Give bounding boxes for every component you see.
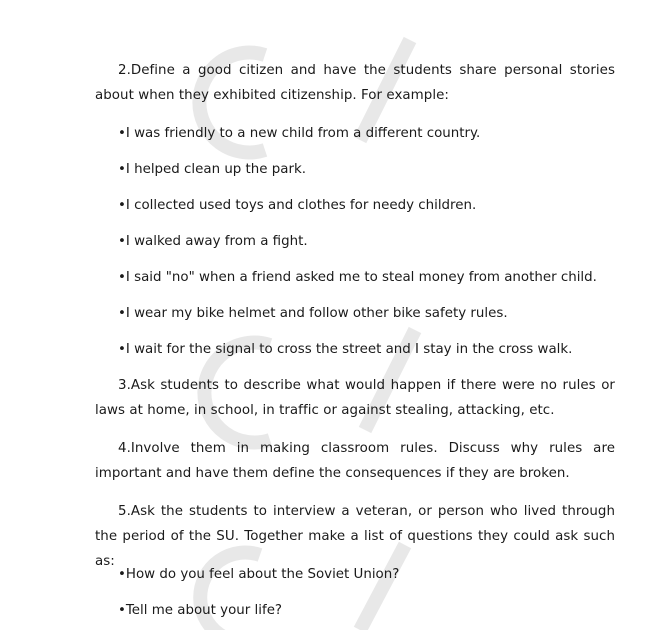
- question-item: •Tell me about your life?: [118, 603, 283, 618]
- paragraph-5: 5.Ask the students to interview a veteran, or person who lived through the period of the SU. Together make a list of questions they could ask such as:: [95, 504, 615, 569]
- example-item: •I was friendly to a new child from a different country.: [118, 126, 481, 141]
- example-item: •I helped clean up the park.: [118, 162, 307, 177]
- example-item: •I collected used toys and clothes for needy children.: [118, 198, 477, 213]
- example-item: •I wear my bike helmet and follow other bike safety rules.: [118, 306, 508, 321]
- paragraph-4: 4.Involve them in making classroom rules. Discuss why rules are important and have them define the consequences if they are broken.: [95, 441, 615, 481]
- paragraph-2: 2.Define a good citizen and have the students share personal stories about when they exhibited citizenship. For example:: [95, 63, 615, 103]
- example-item: •I said "no" when a friend asked me to steal money from another child.: [118, 270, 597, 285]
- question-item: •How do you feel about the Soviet Union?: [118, 567, 400, 582]
- example-item: •I wait for the signal to cross the street and I stay in the cross walk.: [118, 342, 573, 357]
- paragraph-3: 3.Ask students to describe what would happen if there were no rules or laws at home, in school, in traffic or against stealing, attacking, etc.: [95, 378, 615, 418]
- example-item: •I walked away from a fight.: [118, 234, 308, 249]
